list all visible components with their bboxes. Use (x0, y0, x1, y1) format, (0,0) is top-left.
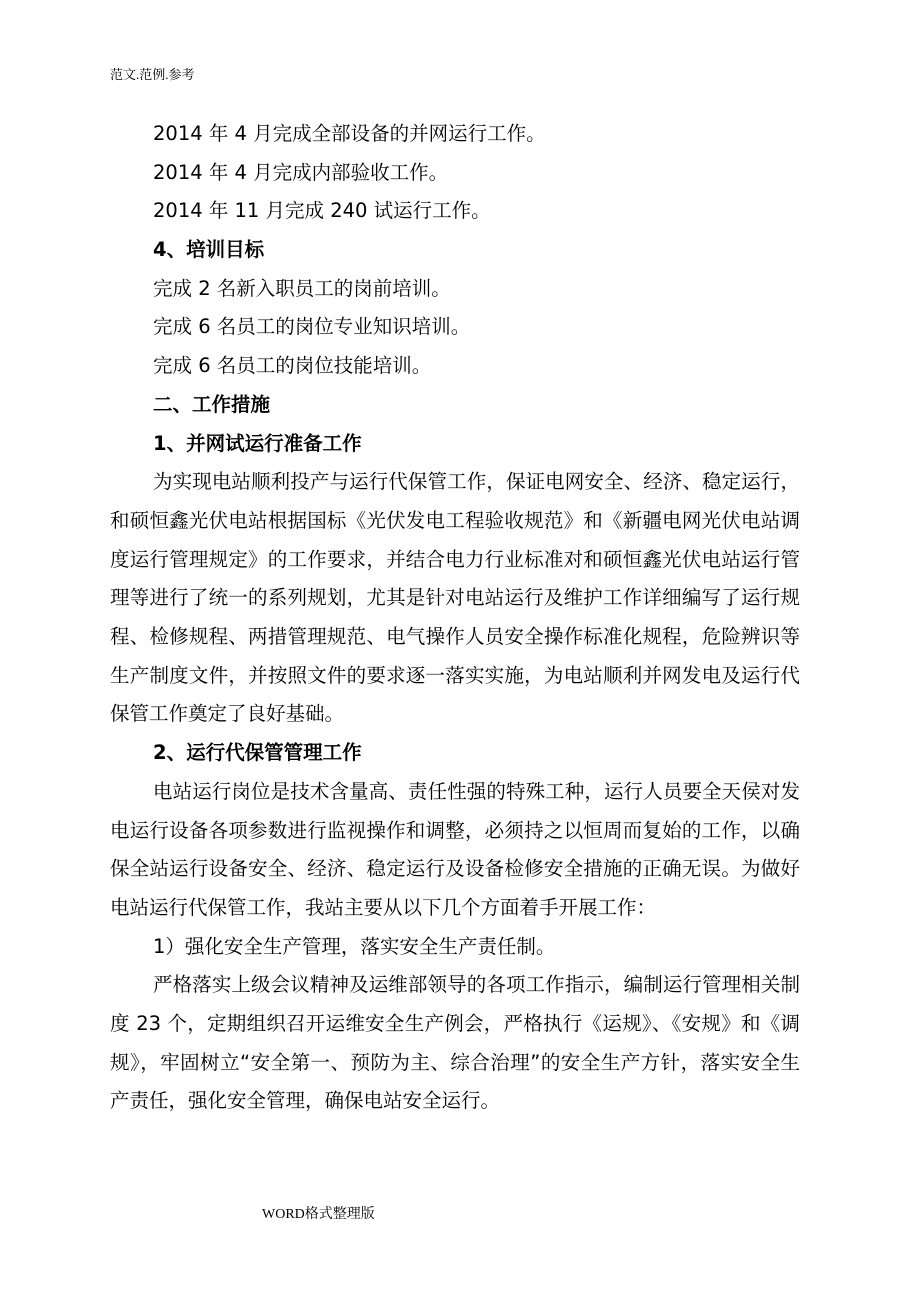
paragraph-operation-custody: 电站运行岗位是技术含量高、责任性强的特殊工种，运行人员要全天侯对发电运行设备各项参数进行监视操作和调整，必须持之以恒周而复始的工作，以确保全站运行设备安全、经济、稳定运行及设备检修安全措施的正确无误。为做好电站运行代保管工作，我站主要从以下几个方面着手开展工作： (110, 779, 800, 919)
header-note: 范文.范例.参考 (110, 67, 195, 82)
training-line-new-staff: 完成 2 名新入职员工的岗前培训。 (153, 276, 451, 300)
schedule-line-trial: 2014 年 11 月完成 240 试运行工作。 (153, 199, 491, 223)
schedule-line-acceptance: 2014 年 4 月完成内部验收工作。 (153, 160, 449, 184)
training-line-knowledge: 完成 6 名员工的岗位专业知识培训。 (153, 315, 471, 339)
heading-operation-custody: 2、运行代保管管理工作 (153, 741, 362, 765)
paragraph-safety-management: 严格落实上级会议精神及运维部领导的各项工作指示，编制运行管理相关制度 23 个，定期组织召开运维安全生产例会，严格执行《运规》、《安规》和《调规》，牢固树立“安全第一、预防为主、综合治理”的安全生产方针，落实安全生产责任，强化安全管理，确保电站安全运行。 (110, 973, 800, 1113)
heading-work-measures: 二、工作措施 (153, 392, 271, 416)
document-body (110, 115, 800, 1121)
heading-training-goals: 4、培训目标 (153, 238, 265, 262)
paragraph-grid-trial-prep: 为实现电站顺利投产与运行代保管工作，保证电网安全、经济、稳定运行，和硕恒鑫光伏电站根据国标《光伏发电工程验收规范》和《新疆电网光伏电站调度运行管理规定》的工作要求，并结合电力行业标准对和硕恒鑫光伏电站运行管理等进行了统一的系列规划，尤其是针对电站运行及维护工作详细编写了运行规程、检修规程、两措管理规范、电气操作人员安全操作标准化规程，危险辨识等生产制度文件，并按照文件的要求逐一落实实施，为电站顺利并网发电及运行代保管工作奠定了良好基础。 (110, 470, 800, 726)
footer-note: WORD格式整理版 (262, 1207, 375, 1222)
item-safety-management: 1）强化安全生产管理，落实安全生产责任制。 (153, 934, 556, 958)
heading-grid-trial-prep: 1、并网试运行准备工作 (153, 431, 362, 455)
training-line-skills: 完成 6 名员工的岗位技能培训。 (153, 354, 432, 378)
schedule-line-grid: 2014 年 4 月完成全部设备的并网运行工作。 (153, 122, 546, 145)
